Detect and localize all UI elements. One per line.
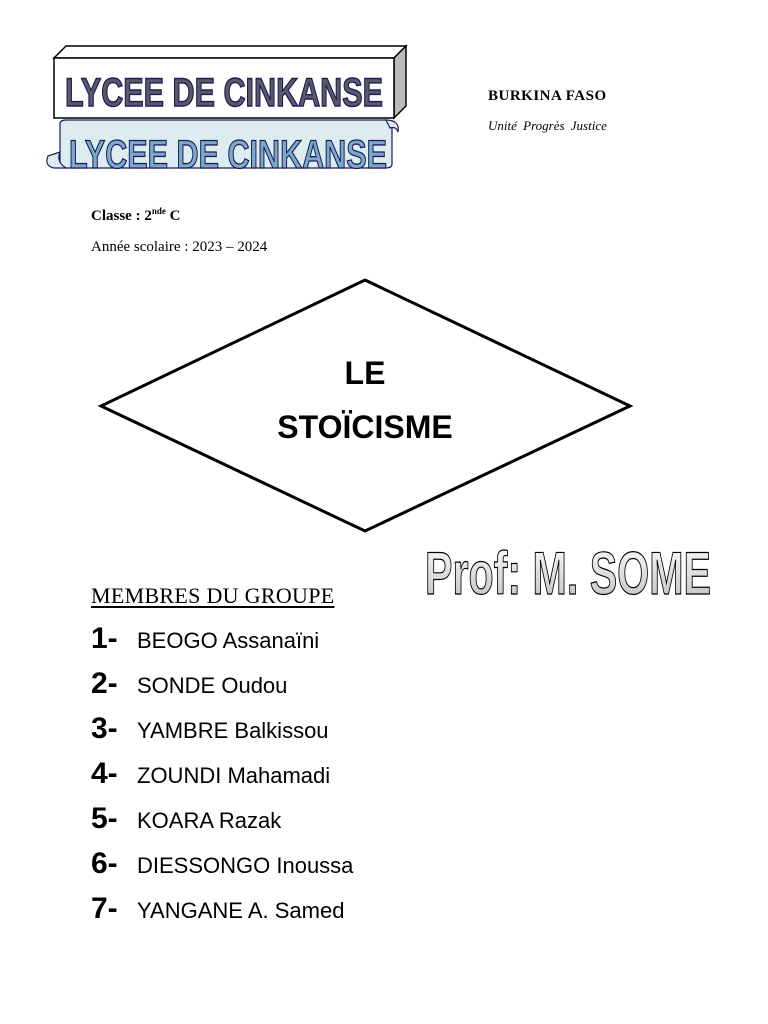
school-year: Année scolaire : 2023 – 2024 [91,239,268,255]
member-number: 4- [91,757,118,790]
member-number: 7- [91,892,118,925]
prof-wordart [418,530,718,607]
title-line-1: LE [344,355,386,391]
class-suffix: C [165,208,181,224]
title-line-2: STOÏCISME [277,409,453,445]
member-number: 1- [91,622,118,655]
member-name: KOARA Razak [137,808,282,833]
member-name: YANGANE A. Samed [137,898,345,923]
class-line [91,206,180,225]
country-name: BURKINA FASO [488,88,607,104]
school-name-primary: LYCEE DE CINKANSE [65,71,383,115]
class-label: Classe : 2 [91,208,152,224]
member-number: 5- [91,802,118,835]
member-item [91,667,287,707]
member-number: 3- [91,712,118,745]
member-name: ZOUNDI Mahamadi [137,763,331,788]
member-item [91,712,329,752]
member-item [91,802,281,842]
member-name: DIESSONGO Inoussa [137,853,354,878]
member-number: 6- [91,847,118,880]
member-name: SONDE Oudou [137,673,288,698]
member-item [91,757,330,797]
member-item [91,622,319,662]
school-logo [40,40,410,180]
school-name-secondary: LYCEE DE CINKANSE [69,133,387,177]
member-name: YAMBRE Balkissou [137,718,329,743]
national-motto: Unité Progrès Justice [488,118,607,133]
prof-name: Prof: M. SOME [425,540,711,607]
member-item [91,892,344,932]
member-item [91,847,353,887]
title-diamond [98,278,633,534]
member-number: 2- [91,667,118,700]
class-superscript: nde [151,206,166,216]
member-name: BEOGO Assanaïni [137,628,320,653]
members-heading: MEMBRES DU GROUPE [91,583,335,608]
